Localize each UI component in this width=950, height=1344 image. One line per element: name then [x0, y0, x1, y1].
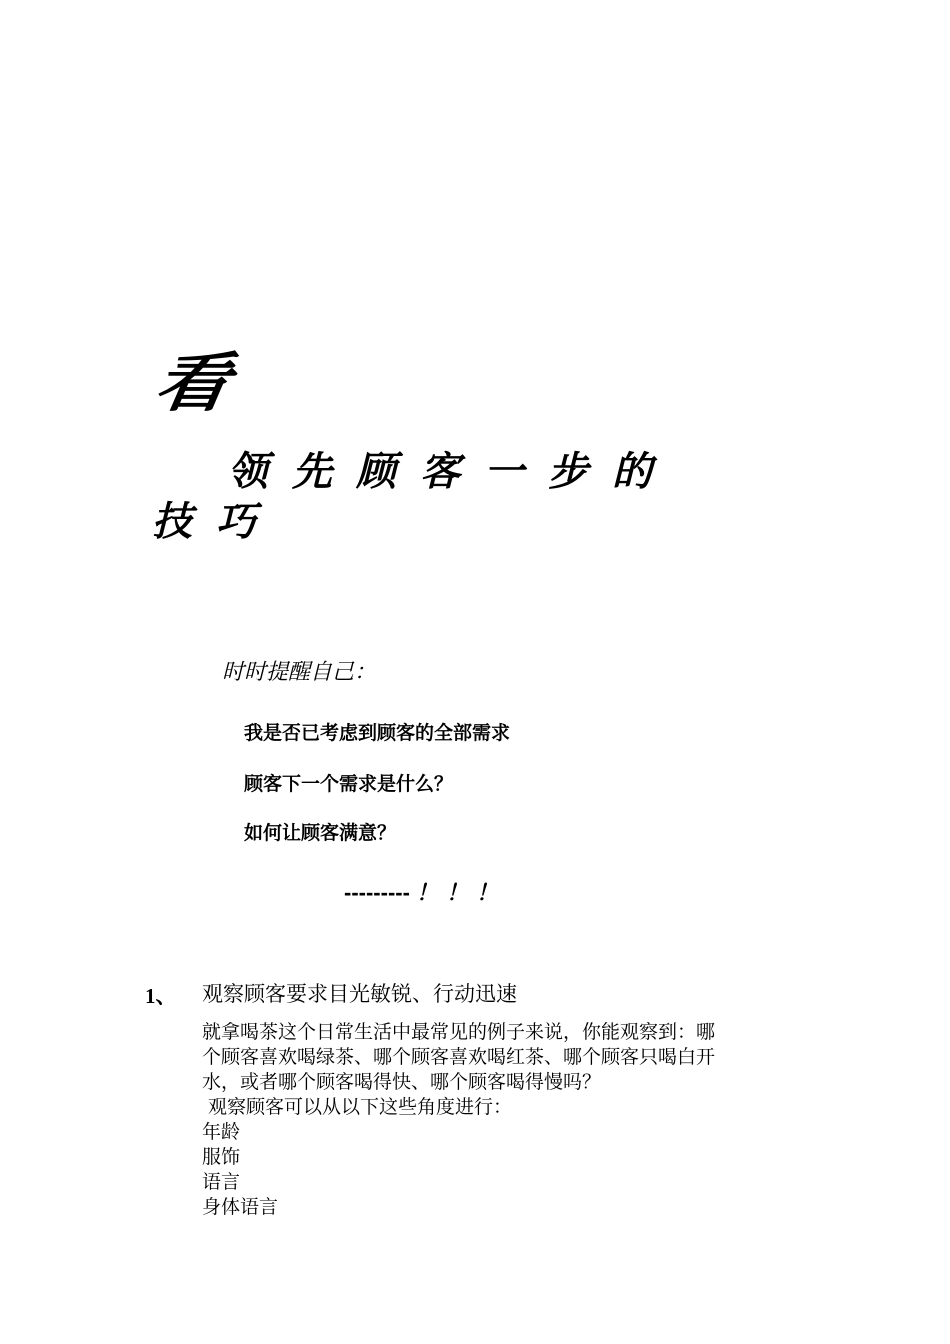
list-item-age: 年龄	[202, 1121, 241, 1143]
dash-run: ---------	[344, 880, 410, 905]
body-line: 就拿喝茶这个日常生活中最常见的例子来说，你能观察到：哪	[202, 1021, 716, 1043]
list-item-language: 语言	[202, 1171, 241, 1193]
body-line: 观察顾客可以从以下这些角度进行：	[202, 1096, 513, 1118]
emphasis-dash-line	[344, 880, 506, 906]
body-line: 水，或者哪个顾客喝得快、哪个顾客喝得慢吗？	[202, 1071, 602, 1093]
body-line: 个顾客喜欢喝绿茶、哪个顾客喜欢喝红茶、哪个顾客只喝白开	[202, 1046, 716, 1068]
cover-title-line-2: 技巧	[152, 499, 280, 545]
list-item-clothing: 服饰	[202, 1146, 241, 1168]
reminder-item: 我是否已考虑到顾客的全部需求	[244, 722, 511, 744]
section-body	[202, 1020, 812, 1220]
exclamation-marks: ！！！	[416, 880, 507, 905]
section-title: 观察顾客要求目光敏锐、行动迅速	[202, 982, 517, 1006]
reminder-item: 如何让顾客满意？	[244, 822, 397, 844]
cover-big-character: 看	[150, 347, 235, 421]
list-item-body-language: 身体语言	[202, 1196, 279, 1218]
reminder-item: 顾客下一个需求是什么？	[244, 773, 454, 795]
reminder-heading: 时时提醒自己：	[222, 660, 377, 685]
section-number: 1、	[145, 984, 177, 1008]
cover-title-line-1: 领先顾客一步的	[228, 449, 676, 495]
